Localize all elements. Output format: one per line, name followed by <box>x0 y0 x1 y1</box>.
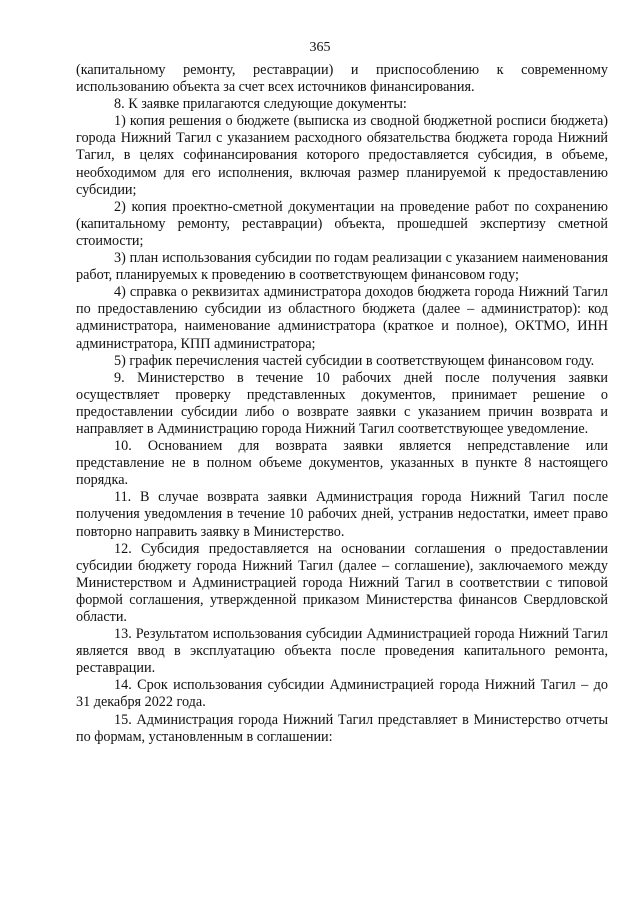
paragraph-item-15: 15. Администрация города Нижний Тагил представляет в Министерство отчеты по формам, установленным в соглашении: <box>76 711 608 745</box>
document-body <box>76 62 608 746</box>
paragraph-item-14: 14. Срок использования субсидии Администрацией города Нижний Тагил – до 31 декабря 2022 года. <box>76 677 608 711</box>
paragraph-item-11: 11. В случае возврата заявки Администрация города Нижний Тагил после получения уведомления в течение 10 рабочих дней, устранив недостатки, имеет право повторно направить заявку в Министерство. <box>76 489 608 540</box>
paragraph-item-9: 9. Министерство в течение 10 рабочих дней после получения заявки осуществляет проверку представленных документов, принимает решение о предоставлении субсидии либо о возврате заявки с указанием причин возврата и направляет в Администрацию города Нижний Тагил соответствующее уведомление. <box>76 369 608 437</box>
paragraph-subitem-1: 1) копия решения о бюджете (выписка из сводной бюджетной росписи бюджета) города Нижний Тагил с указанием расходного обязательства бюджета города Нижний Тагил, в целях софинансирования которого предоставляется субсидия, в объеме, необходимом для его исполнения, включая размер планируемой к предоставлению субсидии; <box>76 113 608 198</box>
paragraph-continuation: (капитальному ремонту, реставрации) и приспособлению к современному использованию объекта за счет всех источников финансирования. <box>76 62 608 96</box>
paragraph-subitem-5: 5) график перечисления частей субсидии в соответствующем финансовом году. <box>114 352 595 369</box>
paragraph-subitem-3: 3) план использования субсидии по годам реализации с указанием наименования работ, планируемых к проведению в соответствующем финансовом году; <box>76 250 608 284</box>
paragraph-subitem-4: 4) справка о реквизитах администратора доходов бюджета города Нижний Тагил по предоставлению субсидии из областного бюджета (далее – администратор): код администратора, наименование администратора (краткое и полное), ОКТМО, ИНН администратора, КПП администратора; <box>76 284 608 352</box>
paragraph-item-8: 8. К заявке прилагаются следующие документы: <box>114 96 407 113</box>
paragraph-item-13: 13. Результатом использования субсидии Администрацией города Нижний Тагил является ввод в эксплуатацию объекта после проведения капитального ремонта, реставрации. <box>76 626 608 677</box>
paragraph-item-10: 10. Основанием для возврата заявки является непредставление или представление не в полном объеме документов, указанных в пункте 8 настоящего порядка. <box>76 438 608 489</box>
paragraph-item-12: 12. Субсидия предоставляется на основании соглашения о предоставлении субсидии бюджету города Нижний Тагил (далее – соглашение), заключаемого между Министерством и Администрацией города Нижний Тагил в соответствии с типовой формой соглашения, утвержденной приказом Министерства финансов Свердловской области. <box>76 540 608 625</box>
paragraph-subitem-2: 2) копия проектно-сметной документации на проведение работ по сохранению (капитальному ремонту, реставрации) объекта, прошедшей экспертизу сметной стоимости; <box>76 198 608 249</box>
page-number: 365 <box>309 40 331 55</box>
